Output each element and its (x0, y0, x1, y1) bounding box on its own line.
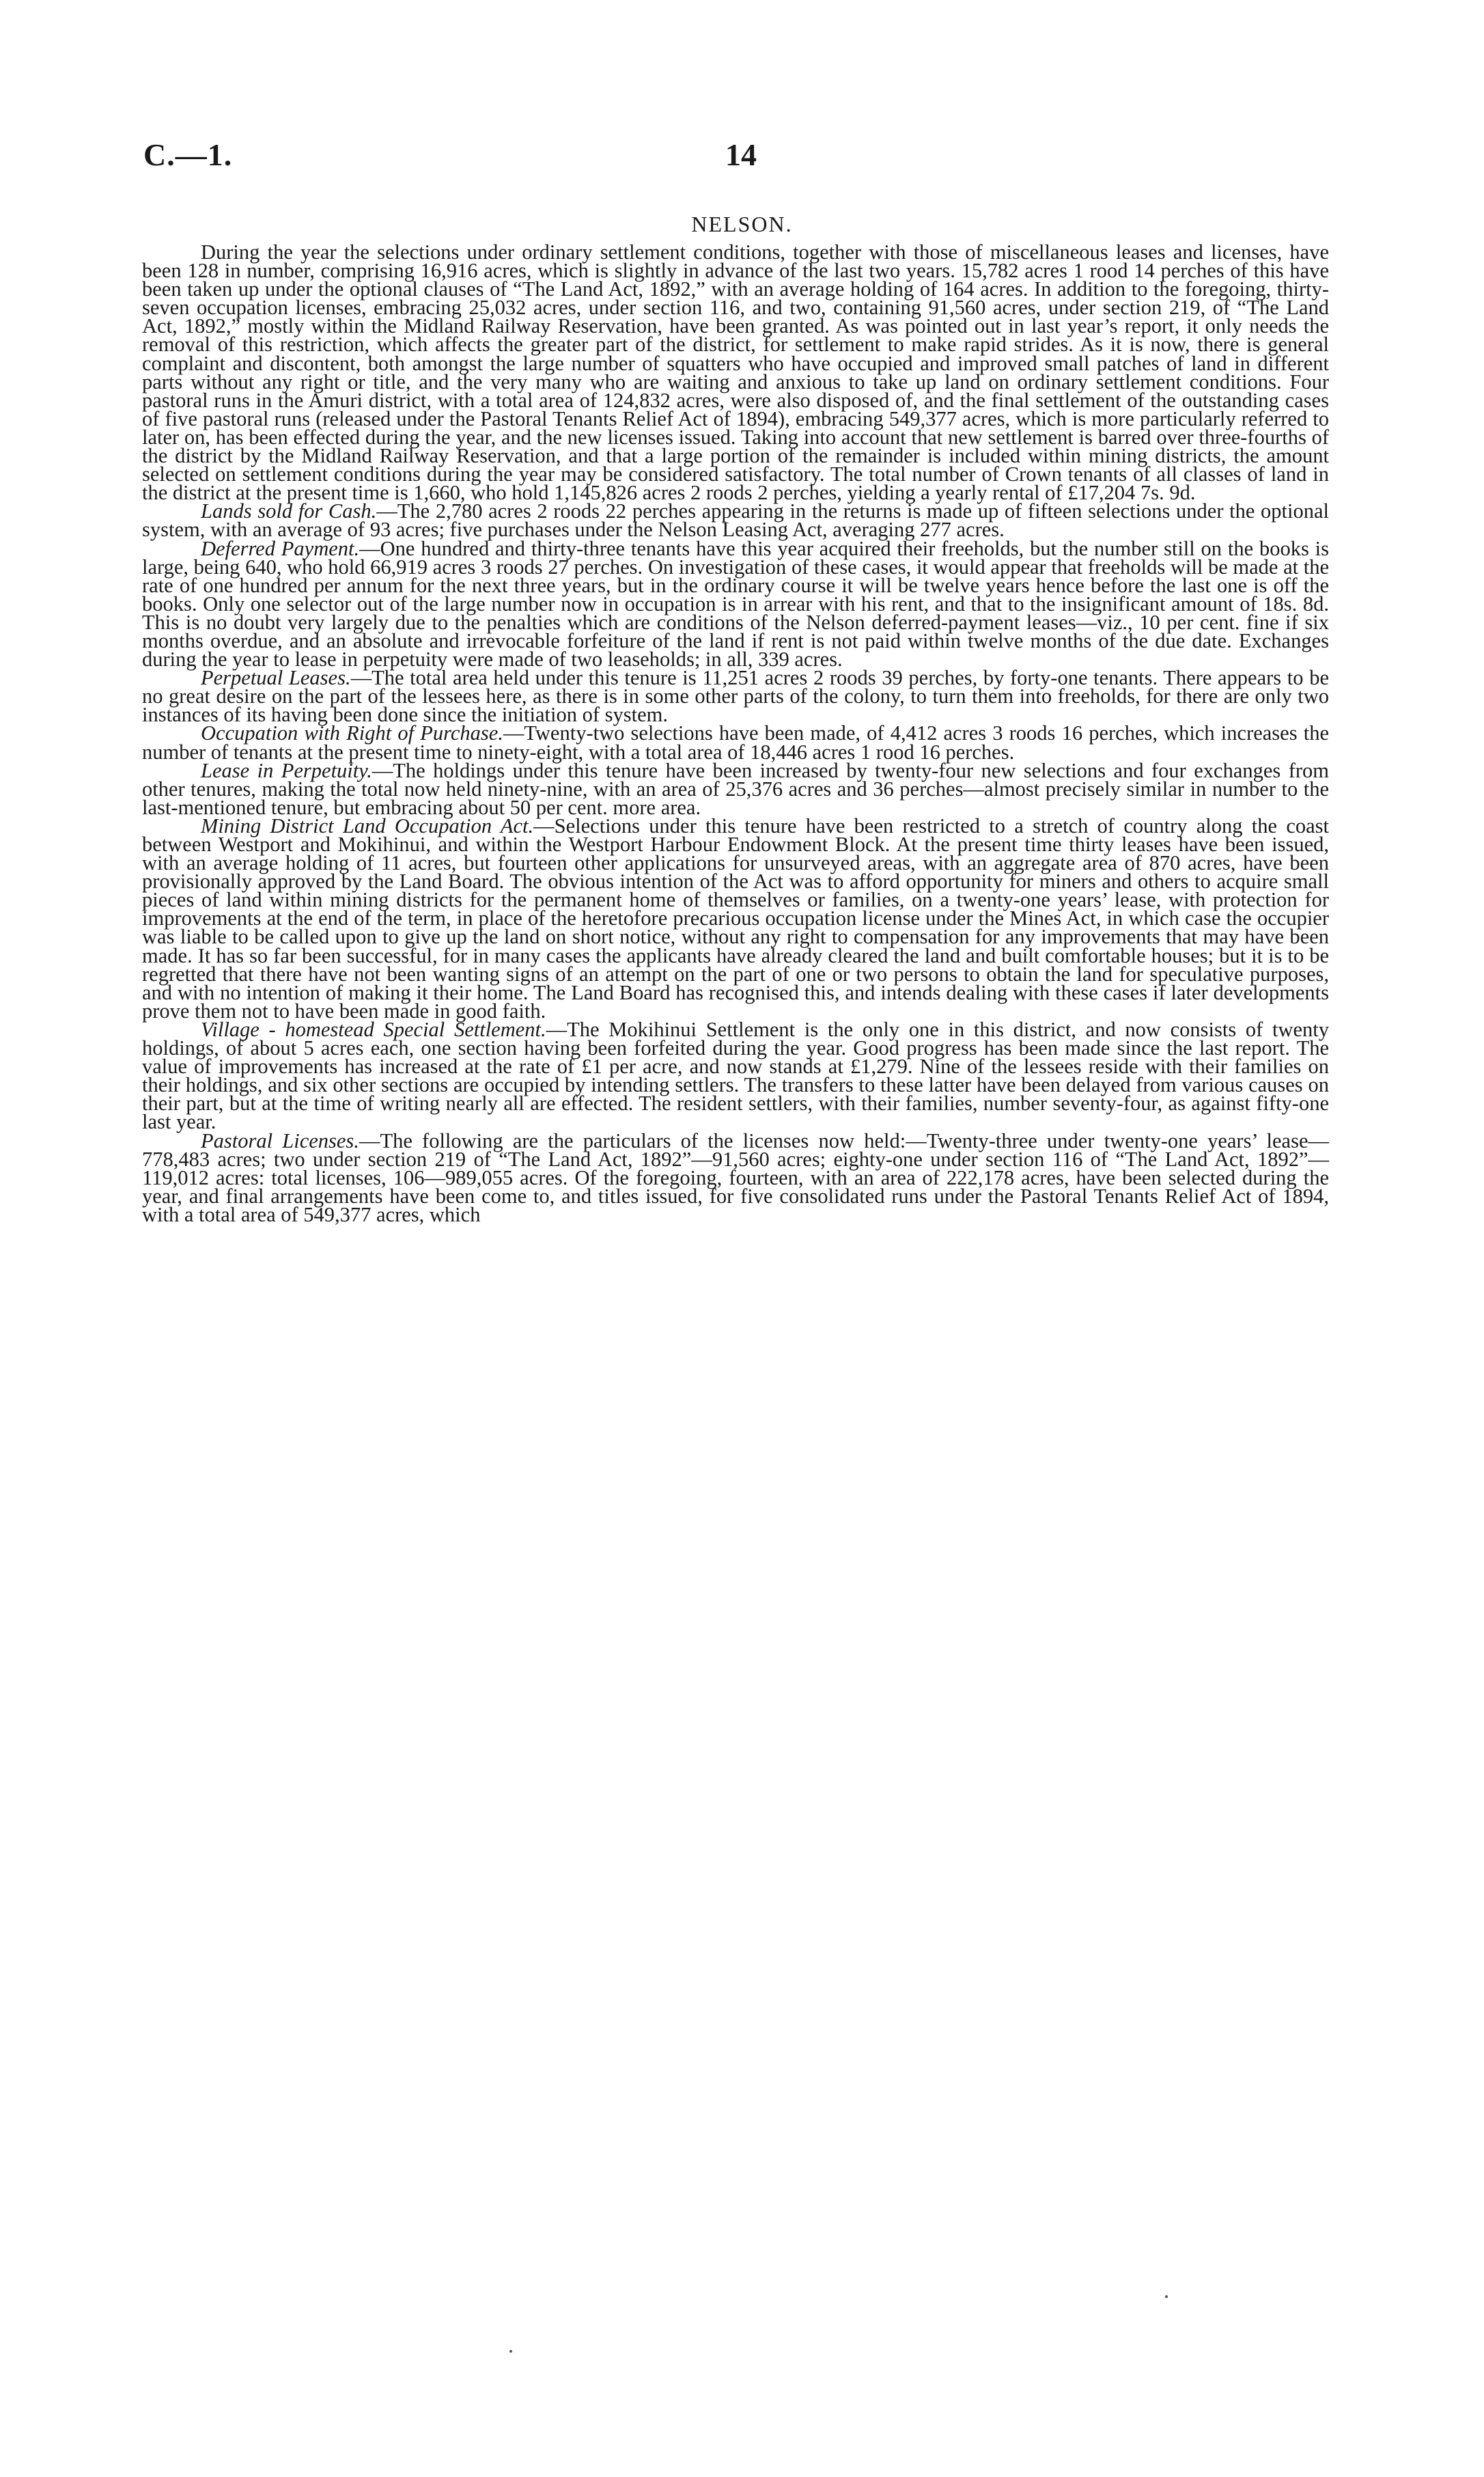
paragraph-text: —Selections under this tenure have been restricted to a stretch of country along the coast between Westport and Mokihinui, and within the Westport Harbour Endowment Block. At the present time thirty leases have been issued, with an average holding of 11 acres, but fourteen other applications for unsurveyed areas, with an aggregate area of 870 acres, have been provisionally approved by the Land Board. The obvious intention of the Act was to afford opportunity for miners and others to acquire small pieces of land within mining districts for the permanent home of themselves or families, on a twenty-one years’ lease, with protection for improvements at the end of the term, in place of the heretofore precarious occupation license under the Mines Act, in which case the occupier was liable to be called upon to give up the land on short notice, without any right to compensation for any improvements that may have been made. It has so far been successful, for in many cases the applicants have already cleared the land and built comfortable houses; but it is to be regretted that there have not been wanting signs of an attempt on the part of one or two persons to obtain the land for speculative purposes, and with no intention of making it their home. The Land Board has recognised this, and intends dealing with these cases if later developments prove them not to have been made in good faith. (142, 814, 1330, 1023)
paragraph-lead: Occupation with Right of Purchase. (201, 721, 503, 745)
paragraph-lead: Lease in Perpetuity. (201, 758, 372, 782)
paragraph-text: —The 2,780 acres 2 roods 22 perches appearing in the returns is made up of fifteen selections under the optional system, with an average of 93 acres; five purchases under the Nelson Leasing Act, averaging 277 acres. (142, 499, 1330, 542)
paragraph (142, 1129, 1329, 1226)
paragraph-text: —The total area held under this tenure is 11,251 acres 2 roods 39 perches, by forty-one tenants. There appears to be no great desire on the part of the lessees here, as there is in some other parts of the colony, to turn them into freeholds, for there are only two instances of its having been done since the initiation of system. (142, 666, 1329, 727)
document-reference: C.—1. (143, 137, 233, 172)
paragraph-lead: Mining District Land Occupation Act. (201, 814, 534, 838)
paragraph-text: —The following are the particulars of the licenses now held:—Twenty-three under twenty-one years’ lease—778,483 acres; two under section 219 of “The Land Act, 1892”—91,560 acres; eighty-one under section 116 of “The Land Act, 1892”—119,012 acres: total licenses, 106—989,055 acres. Of the foregoing, fourteen, with an area of 222,178 acres, have been selected during the year, and final arrangements have been come to, and titles issued, for five consolidated runs under the Pastoral Tenants Relief Act of 1894, with a total area of 549,377 acres, which (142, 1129, 1329, 1226)
print-speck (1165, 2295, 1168, 2298)
paragraph-lead: Pastoral Licenses. (201, 1129, 359, 1152)
paragraph-lead: Village - homestead Special Settlement. (201, 1017, 546, 1041)
paragraph (142, 758, 1329, 819)
paragraph (142, 1017, 1330, 1134)
body-text (142, 240, 1330, 1226)
page-number: 14 (725, 137, 757, 172)
paragraph-lead: Perpetual Leases. (201, 666, 351, 690)
paragraph (142, 499, 1330, 542)
paragraph-text: —The holdings under this tenure have been increased by twenty-four new selections and four exchanges from other tenures, making the total now held ninety-nine, with an area of 25,376 acres and 36 perches—almost precisely similar in number to the last-mentioned tenure, but embracing about 50 per cent. more area. (142, 758, 1329, 819)
paragraph-text: —Twenty-two selections have been made, of 4,412 acres 3 roods 16 perches, which increases the number of tenants at the present time to ninety-eight, with a total area of 18,446 acres 1 rood 16 perches. (142, 721, 1329, 764)
paragraph-lead: Deferred Payment. (201, 536, 360, 560)
paragraph (142, 666, 1329, 727)
paragraph (142, 240, 1329, 505)
paragraph (142, 721, 1329, 764)
print-speck (509, 2350, 512, 2353)
paragraph-text: —The Mokihinui Settlement is the only one in this district, and now consists of twenty holdings, of about 5 acres each, one section having been forfeited during the year. Good progress has been made since the last report. The value of improvements has increased at the rate of £1 per acre, and now stands at £1,279. Nine of the lessees reside with their families on their holdings, and six other sections are occupied by intending settlers. The transfers to these latter have been delayed from various causes on their part, but at the time of writing nearly all are effected. The resident settlers, with their families, number seventy-four, as against fifty-one last year. (142, 1017, 1330, 1134)
paragraph (142, 814, 1330, 1023)
paragraph-text: —One hundred and thirty-three tenants have this year acquired their freeholds, but the number still on the books is large, being 640, who hold 66,919 acres 3 roods 27 perches. On investigation of these cases, it would appear that freeholds will be made at the rate of one hundred per annum for the next three years, but in the ordinary course it will be twelve years hence before the last one is off the books. Only one selector out of the large number now in occupation is in arrear with his rent, and that to the insignificant amount of 18s. 8d. This is no doubt very largely due to the penalties which are conditions of the Nelson deferred-payment leases—viz., 10 per cent. fine if six months overdue, and an absolute and irrevocable forfeiture of the land if rent is not paid within twelve months of the due date. Exchanges during the year to lease in perpetuity were made of two leaseholds; in all, 339 acres. (142, 536, 1329, 672)
paragraph-lead: Lands sold for Cash. (201, 499, 377, 523)
section-title: NELSON. (691, 212, 793, 236)
paragraph-text: During the year the selections under ordinary settlement conditions, together with those of miscellaneous leases and licenses, have been 128 in number, comprising 16,916 acres, which is slightly in advance of the last two years. 15,782 acres 1 rood 14 perches of this have been taken up under the optional clauses of “The Land Act, 1892,” with an average holding of 164 acres. In addition to the foregoing, thirty-seven occupation licenses, embracing 25,032 acres, under section 116, and two, containing 91,560 acres, under section 219, of “The Land Act, 1892,” mostly within the Midland Railway Reservation, have been granted. As was pointed out in last year’s report, it only needs the removal of this restriction, which affects the greater part of the district, for settlement to make rapid strides. As it is now, there is general complaint and discontent, both amongst the large number of squatters who have occupied and improved small patches of land in different parts without any right or title, and the very many who are waiting and anxious to take up land on ordinary settlement conditions. Four pastoral runs in the Amuri district, with a total area of 124,832 acres, were also disposed of, and the final settlement of the outstanding cases of five pastoral runs (released under the Pastoral Tenants Relief Act of 1894), embracing 549,377 acres, which is more particularly referred to later on, has been effected during the year, and the new licenses issued. Taking into account that new settlement is barred over three-fourths of the district by the Midland Railway Reservation, and that a large portion of the remainder is included within mining districts, the amount selected on settlement conditions during the year may be considered satisfactory. The total number of Crown tenants of all classes of land in the district at the present time is 1,660, who hold 1,145,826 acres 2 roods 2 perches, yielding a yearly rental of £17,204 7s. 9d. (142, 240, 1329, 505)
paragraph (142, 536, 1329, 672)
